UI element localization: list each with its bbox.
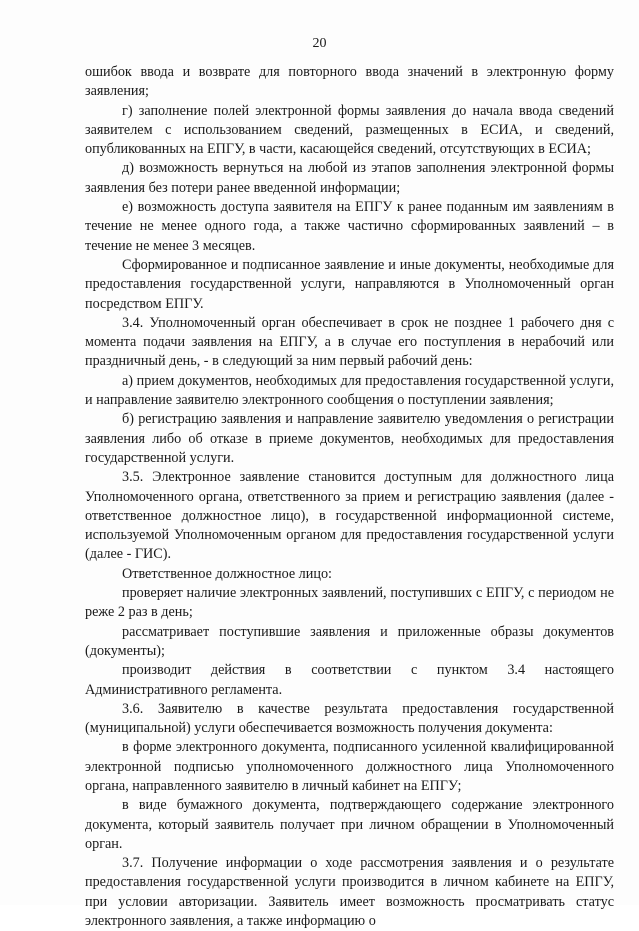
paragraph-paper-form: в виде бумажного документа, подтверждающего содержание электронного документа, который заявитель получает при личном обращении в Уполномоченный орган. bbox=[85, 797, 614, 852]
paragraph-electronic-form: в форме электронного документа, подписанного усиленной квалифицированной электронной подписью уполномоченного должностного лица Уполномоченного органа, направленного заявителю в личный кабинет на ЕПГУ; bbox=[85, 739, 614, 794]
paragraph-section-3-7: 3.7. Получение информации о ходе рассмотрения заявления и о результате предоставления государственной услуги производится в личном кабинете на ЕПГУ, при условии авторизации. Заявитель имеет возможность просматривать статус электронного заявления, а также информацию о bbox=[85, 855, 614, 930]
paragraph-responsible-official: Ответственное должностное лицо: bbox=[122, 565, 332, 582]
paragraph-section-3-6: 3.6. Заявителю в качестве результата предоставления государственной (муниципальной) услуги обеспечивается возможность получения документа: bbox=[85, 700, 614, 737]
paragraph-item-a: а) прием документов, необходимых для предоставления государственной услуги, и направление заявителю электронного сообщения о поступлении заявления; bbox=[85, 372, 614, 409]
document-body bbox=[85, 63, 614, 931]
paragraph-continuation: ошибок ввода и возврате для повторного ввода значений в электронную форму заявления; bbox=[85, 64, 614, 100]
paragraph-section-3-4: 3.4. Уполномоченный орган обеспечивает в срок не позднее 1 рабочего дня с момента подачи заявления на ЕПГУ, а в случае его поступления в нерабочий или праздничный день, - в следующий за ним первый рабочий день: bbox=[85, 314, 614, 370]
paragraph-formed-application: Сформированное и подписанное заявление и иные документы, необходимые для предоставления государственной услуги, направляются в Уполномоченный орган посредством ЕПГУ. bbox=[85, 256, 614, 312]
paragraph-item-g: г) заполнение полей электронной формы заявления до начала ввода сведений заявителем с использованием сведений, размещенных в ЕСИА, и сведений, опубликованных на ЕПГУ, в части, касающейся сведений, отсутствующих в ЕСИА; bbox=[85, 102, 614, 158]
paragraph-item-d: д) возможность вернуться на любой из этапов заполнения электронной формы заявления без потери ранее введенной информации; bbox=[85, 160, 614, 196]
page-number: 20 bbox=[312, 36, 327, 51]
paragraph-performs: производит действия в соответствии с пунктом 3.4 настоящего Административного регламента. bbox=[85, 662, 614, 698]
paragraph-checks: проверяет наличие электронных заявлений, поступивших с ЕПГУ, с периодом не реже 2 раз в день; bbox=[85, 585, 614, 621]
paragraph-item-e: е) возможность доступа заявителя на ЕПГУ к ранее поданным им заявлениям в течение не менее одного года, а также частично сформированных заявлений – в течение не менее 3 месяцев. bbox=[85, 199, 614, 254]
paragraph-reviews: рассматривает поступившие заявления и приложенные образы документов (документы); bbox=[85, 623, 614, 659]
paragraph-section-3-5: 3.5. Электронное заявление становится доступным для должностного лица Уполномоченного органа, ответственного за прием и регистрацию заявления (далее - ответственное должностное лицо), в государственной информационной системе, используемой Уполномоченным органом для предоставления государственной услуги (далее - ГИС). bbox=[85, 469, 614, 563]
paragraph-item-b: б) регистрацию заявления и направление заявителю уведомления о регистрации заявления либо об отказе в приеме документов, необходимых для предоставления государственной услуги. bbox=[85, 411, 614, 466]
